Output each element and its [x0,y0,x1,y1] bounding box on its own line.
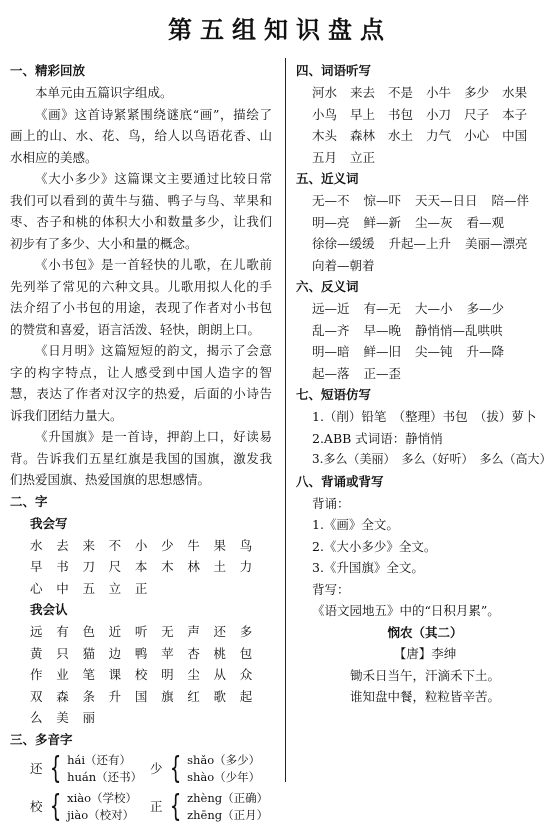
dictation-word-item: 多少 [464,85,490,100]
write-char: 去 [56,537,69,553]
antonym-pair-row [296,363,554,385]
write-char: 林 [187,559,200,574]
write-char: 水 [30,537,43,553]
synonym-pair-item: 陪—伴 [491,193,530,208]
dictation-word-item: 小刀 [426,106,452,122]
poem-author: 【唐】李绅 [393,646,457,661]
write-char: 木 [161,559,174,574]
section-heading-dictation: 四、词语听写 [296,63,372,78]
read-char: 旗 [161,688,174,704]
section-heading-review: 一、精彩回放 [10,63,86,78]
write-char: 中 [56,580,69,596]
recite-item: 3.《升国旗》全文。 [312,560,424,575]
read-char: 起 [239,688,253,704]
read-char: 有 [56,624,69,639]
write-chars-grid [10,535,266,600]
dictation-word-item: 木头 [312,128,338,143]
dictation-word-row [296,104,554,126]
polyphone-list [10,751,272,825]
reading: jiào（校对） [67,807,135,822]
dictation-word-item: 小心 [464,128,490,143]
polyphone-char: 正 [150,798,163,814]
read-char: 声 [187,624,200,639]
read-char: 笔 [82,667,95,682]
write-char: 心 [30,580,43,596]
write-text: 《语文园地五》中的“日积月累”。 [312,603,500,618]
write-label: 背写： [312,581,350,597]
dictation-word-item: 水土 [388,128,414,143]
read-char: 业 [56,667,69,682]
polyphone-readings [67,790,137,824]
synonym-pair-row [296,255,554,277]
read-char: 只 [56,645,69,661]
reading: huán（还书） [67,769,143,784]
dictation-word-item: 中国 [502,128,528,143]
polyphone-readings [187,752,260,786]
read-char: 森 [56,688,69,704]
antonym-pair-item: 明—暗 [312,344,350,359]
read-char: 包 [239,645,253,661]
brace-glyph: { [49,750,62,786]
read-char: 条 [82,688,95,704]
write-char: 早 [30,559,43,574]
antonym-pair-item: 升—降 [466,344,505,359]
write-char: 刀 [82,559,95,574]
synonym-pair-item: 美丽—漂亮 [465,236,528,251]
section-heading-chars: 二、字 [10,493,48,509]
read-char: 多 [239,624,253,639]
poem-line: 锄禾日当午，汗滴禾下土。 [349,667,500,683]
read-char: 红 [187,688,200,704]
polyphone-readings [187,790,268,824]
antonym-pair-item: 有—无 [363,301,402,316]
dictation-word-item: 小鸟 [312,106,338,122]
write-char: 正 [134,580,148,596]
synonym-pair-row [296,190,554,212]
read-char: 黄 [30,645,43,661]
read-char: 众 [239,667,253,682]
read-char: 还 [213,624,227,639]
polyphone-group [150,751,270,787]
read-char: 么 [30,710,43,725]
dictation-word-item: 早上 [350,106,376,122]
synonym-pair-item: 鲜—新 [363,214,402,230]
synonym-pair-row [296,212,554,234]
read-chars-grid [10,621,266,729]
dictation-word-item: 森林 [350,128,376,143]
read-chars-label: 我会认 [30,602,68,617]
review-paragraph: 《小书包》是一首轻快的儿歌，在儿歌前先列举了常见的六种文具。儿歌用拟人化的手法介绍了小书包的用途，表现了作者对小书包的赞赏和喜爱，语言活泼、轻快，朗朗上口。 [10,257,272,337]
dictation-word-row [296,125,554,147]
recite-item: 2.《大小多少》全文。 [312,538,437,554]
antonym-pair-item: 鲜—旧 [363,344,402,359]
reading: hái（还有） [67,752,132,767]
polyphone-char: 还 [30,760,43,776]
poem-title: 悯农（其二） [387,624,463,640]
review-paragraph: 《画》这首诗紧紧围绕谜底“画”，描绘了画上的山、水、花、鸟，给人以鸟语花香、山水相应的美感。 [10,106,272,165]
read-char: 听 [134,624,148,639]
read-char: 杏 [187,645,200,661]
polyphone-group [30,789,150,825]
synonym-pair-row [296,233,554,255]
read-char: 升 [108,688,122,704]
antonym-list [296,298,554,384]
write-char: 来 [82,537,95,553]
antonym-pair-row [296,298,554,320]
brace-glyph: { [169,788,182,824]
section-heading-phrases: 七、短语仿写 [296,387,372,402]
reading: shǎo（多少） [187,752,261,767]
read-char: 丽 [82,710,95,725]
synonym-pair-item: 向着—朝着 [312,257,375,273]
polyphone-char: 少 [150,760,163,776]
recite-item: 1.《画》全文。 [312,517,399,532]
dictation-list [296,82,554,168]
antonym-pair-item: 早—晚 [363,322,402,338]
read-char: 课 [108,667,122,682]
phrase-item: 1.（削）铅笔 （整理）书包 （拔）萝卜 [312,409,537,424]
write-char: 小 [134,537,148,553]
write-char: 牛 [187,537,200,553]
synonym-pair-item: 无—不 [312,193,350,208]
antonym-pair-row [296,320,554,342]
read-char: 边 [108,645,122,661]
polyphone-row [10,789,272,825]
synonym-pair-item: 升起—上升 [388,236,452,251]
phrase-item: 2.ABB 式词语：静悄悄 [312,430,443,446]
read-char: 校 [134,667,148,682]
antonym-pair-item: 远—近 [312,301,350,316]
read-char: 尘 [187,667,200,682]
dictation-word-item: 水果 [502,85,528,100]
dictation-word-item: 来去 [350,85,376,100]
write-chars-label: 我会写 [30,515,68,531]
brace-glyph: { [169,750,182,786]
write-char: 尺 [108,559,122,574]
read-char: 无 [161,624,174,639]
reading: shào（少年） [187,769,261,784]
read-char: 国 [134,688,148,704]
dictation-word-item: 书包 [388,106,414,122]
review-paragraph: 《升国旗》是一首诗，押韵上口，好读易背。告诉我们五星红旗是我国的国旗，激发我们热爱国旗、热爱国旗的思想感情。 [10,429,272,487]
write-char: 力 [239,559,253,574]
write-char: 立 [108,580,122,596]
write-char: 本 [134,559,148,574]
section-heading-polyphones: 三、多音字 [10,731,73,747]
antonym-pair-item: 乱—齐 [312,322,350,338]
read-char: 色 [82,624,95,639]
write-char: 五 [82,580,95,596]
antonym-pair-item: 正—歪 [363,365,402,381]
section-heading-antonyms: 六、反义词 [296,279,359,294]
phrase-item: 3.多么（美丽） 多么（好听） 多么（高大） [312,452,552,466]
reading: zhēng（正月） [187,807,269,822]
dictation-word-item: 本子 [502,106,528,122]
write-char: 土 [213,559,227,574]
write-char: 果 [213,537,227,553]
dictation-word-item: 尺子 [464,106,490,122]
synonym-pair-item: 明—亮 [312,214,350,230]
synonym-pair-item: 惊—吓 [363,193,402,208]
write-char: 书 [56,559,69,574]
polyphone-group [30,751,150,787]
column-divider [285,58,286,782]
read-char: 远 [30,624,43,639]
brace-glyph: { [49,788,62,824]
poem-line: 谁知盘中餐，粒粒皆辛苦。 [349,689,500,704]
polyphone-readings [67,752,142,786]
write-char: 不 [108,537,122,553]
dictation-word-item: 立正 [350,149,376,165]
synonym-list [296,190,554,276]
read-char: 美 [56,710,69,725]
reading: zhèng（正确） [187,790,269,805]
dictation-word-item: 不是 [388,85,414,100]
write-char: 鸟 [239,537,253,553]
dictation-word-row [296,82,554,104]
read-char: 桃 [213,645,227,661]
left-column [10,60,272,827]
read-char: 猫 [82,645,95,661]
antonym-pair-item: 多—少 [466,301,505,316]
synonym-pair-item: 看—观 [466,214,505,230]
antonym-pair-item: 静悄悄—乱哄哄 [415,322,503,338]
antonym-pair-item: 尖—钝 [415,344,453,359]
read-char: 鸭 [134,645,148,661]
read-char: 双 [30,688,43,704]
review-paragraph: 《日月明》这篇短短的韵文，揭示了会意字的构字特点，让人感受到中国人造字的智慧，表达了作者对汉字的热爱，后面的小诗告诉我们团结力量大。 [10,343,272,423]
write-char: 少 [161,537,174,553]
dictation-word-item: 河水 [312,85,338,100]
dictation-word-item: 小牛 [426,85,452,100]
read-char: 明 [161,667,174,682]
synonym-pair-item: 徐徐—缓缓 [312,236,375,251]
review-paragraph: 本单元由五篇识字组成。 [35,85,173,100]
dictation-word-item: 力气 [426,128,452,143]
antonym-pair-item: 大—小 [415,301,453,316]
polyphone-group [150,789,270,825]
dictation-word-item: 五月 [312,149,338,165]
section-heading-recite: 八、背诵或背写 [296,473,384,489]
read-char: 歌 [213,688,227,704]
reading: xiào（学校） [67,790,138,805]
right-column [296,60,554,708]
read-char: 近 [108,624,122,639]
page-title: 第五组知识盘点 [168,15,392,44]
recite-label: 背诵： [312,495,350,511]
read-char: 苹 [161,645,174,661]
polyphone-char: 校 [30,798,43,814]
polyphone-row [10,751,272,787]
read-char: 从 [213,667,227,682]
section-heading-synonyms: 五、近义词 [296,171,359,186]
read-char: 作 [30,667,43,682]
review-paragraph: 《大小多少》这篇课文主要通过比较日常我们可以看到的黄牛与猫、鸭子与鸟、苹果和枣、杏子和桃的体积大小和数量多少，让我们初步有了多少、大小和量的概念。 [10,171,272,251]
antonym-pair-item: 起—落 [312,365,350,381]
synonym-pair-item: 尘—灰 [415,214,453,230]
dictation-word-row [296,147,554,169]
synonym-pair-item: 天天—日日 [415,193,478,208]
antonym-pair-row [296,341,554,363]
